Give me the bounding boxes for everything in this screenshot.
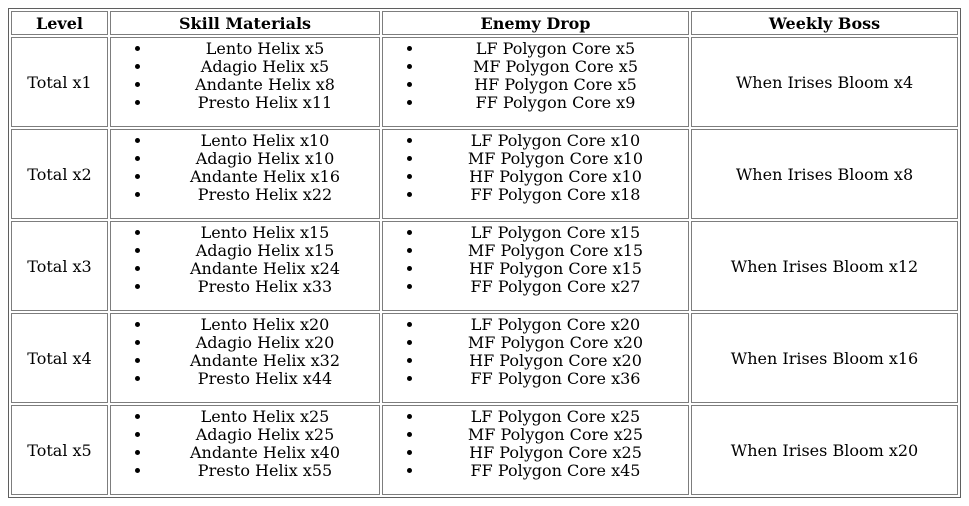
enemy-drop-list <box>384 408 687 480</box>
skill-material-item: • Lento Helix x15 <box>152 224 378 242</box>
skill-materials-list <box>112 316 378 388</box>
enemy-drop-item: • HF Polygon Core x20 <box>424 352 687 370</box>
skill-material-item: • Adagio Helix x25 <box>152 426 378 444</box>
enemy-drop-list <box>384 132 687 204</box>
enemy-drop-cell <box>382 129 689 219</box>
skill-material-item: • Andante Helix x40 <box>152 444 378 462</box>
level-cell: Total x2 <box>11 129 108 219</box>
enemy-drop-item: • MF Polygon Core x5 <box>424 58 687 76</box>
skill-materials-list <box>112 224 378 296</box>
table-row <box>11 37 958 127</box>
enemy-drop-item: • HF Polygon Core x5 <box>424 76 687 94</box>
skill-material-item: • Lento Helix x10 <box>152 132 378 150</box>
upgrade-materials-table <box>8 8 961 498</box>
skill-materials-list <box>112 132 378 204</box>
skill-material-item: • Adagio Helix x15 <box>152 242 378 260</box>
level-cell: Total x1 <box>11 37 108 127</box>
skill-materials-cell <box>110 313 380 403</box>
enemy-drop-item: • LF Polygon Core x25 <box>424 408 687 426</box>
enemy-drop-item: • HF Polygon Core x15 <box>424 260 687 278</box>
enemy-drop-item: • HF Polygon Core x10 <box>424 168 687 186</box>
enemy-drop-list <box>384 224 687 296</box>
skill-material-item: • Adagio Helix x20 <box>152 334 378 352</box>
weekly-boss-cell: When Irises Bloom x12 <box>691 221 958 311</box>
skill-material-item: • Lento Helix x20 <box>152 316 378 334</box>
skill-material-item: • Presto Helix x44 <box>152 370 378 388</box>
column-header-enemy-drop: Enemy Drop <box>382 11 689 35</box>
column-header-level: Level <box>11 11 108 35</box>
enemy-drop-cell <box>382 313 689 403</box>
level-cell: Total x3 <box>11 221 108 311</box>
skill-material-item: • Adagio Helix x10 <box>152 150 378 168</box>
weekly-boss-cell: When Irises Bloom x16 <box>691 313 958 403</box>
table-body <box>11 37 958 495</box>
skill-material-item: • Lento Helix x5 <box>152 40 378 58</box>
weekly-boss-cell: When Irises Bloom x8 <box>691 129 958 219</box>
skill-materials-list <box>112 408 378 480</box>
table-row <box>11 313 958 403</box>
skill-material-item: • Andante Helix x16 <box>152 168 378 186</box>
skill-material-item: • Presto Helix x22 <box>152 186 378 204</box>
enemy-drop-item: • HF Polygon Core x25 <box>424 444 687 462</box>
enemy-drop-item: • LF Polygon Core x20 <box>424 316 687 334</box>
skill-materials-cell <box>110 221 380 311</box>
enemy-drop-item: • MF Polygon Core x25 <box>424 426 687 444</box>
skill-materials-cell <box>110 405 380 495</box>
skill-material-item: • Presto Helix x33 <box>152 278 378 296</box>
skill-materials-cell <box>110 129 380 219</box>
enemy-drop-cell <box>382 405 689 495</box>
column-header-skill-materials: Skill Materials <box>110 11 380 35</box>
enemy-drop-item: • MF Polygon Core x15 <box>424 242 687 260</box>
enemy-drop-item: • FF Polygon Core x9 <box>424 94 687 112</box>
level-cell: Total x5 <box>11 405 108 495</box>
enemy-drop-item: • FF Polygon Core x36 <box>424 370 687 388</box>
enemy-drop-item: • LF Polygon Core x5 <box>424 40 687 58</box>
table-row <box>11 221 958 311</box>
skill-material-item: • Presto Helix x11 <box>152 94 378 112</box>
level-cell: Total x4 <box>11 313 108 403</box>
skill-material-item: • Presto Helix x55 <box>152 462 378 480</box>
enemy-drop-item: • LF Polygon Core x10 <box>424 132 687 150</box>
table-row <box>11 405 958 495</box>
skill-materials-list <box>112 40 378 112</box>
enemy-drop-item: • FF Polygon Core x45 <box>424 462 687 480</box>
skill-material-item: • Andante Helix x24 <box>152 260 378 278</box>
enemy-drop-item: • FF Polygon Core x27 <box>424 278 687 296</box>
enemy-drop-item: • FF Polygon Core x18 <box>424 186 687 204</box>
skill-material-item: • Andante Helix x32 <box>152 352 378 370</box>
skill-material-item: • Andante Helix x8 <box>152 76 378 94</box>
enemy-drop-item: • LF Polygon Core x15 <box>424 224 687 242</box>
table-row <box>11 129 958 219</box>
header-row <box>11 11 958 35</box>
enemy-drop-cell <box>382 221 689 311</box>
skill-material-item: • Lento Helix x25 <box>152 408 378 426</box>
enemy-drop-item: • MF Polygon Core x10 <box>424 150 687 168</box>
enemy-drop-cell <box>382 37 689 127</box>
enemy-drop-item: • MF Polygon Core x20 <box>424 334 687 352</box>
weekly-boss-cell: When Irises Bloom x20 <box>691 405 958 495</box>
skill-materials-cell <box>110 37 380 127</box>
column-header-weekly-boss: Weekly Boss <box>691 11 958 35</box>
enemy-drop-list <box>384 40 687 112</box>
skill-material-item: • Adagio Helix x5 <box>152 58 378 76</box>
weekly-boss-cell: When Irises Bloom x4 <box>691 37 958 127</box>
enemy-drop-list <box>384 316 687 388</box>
